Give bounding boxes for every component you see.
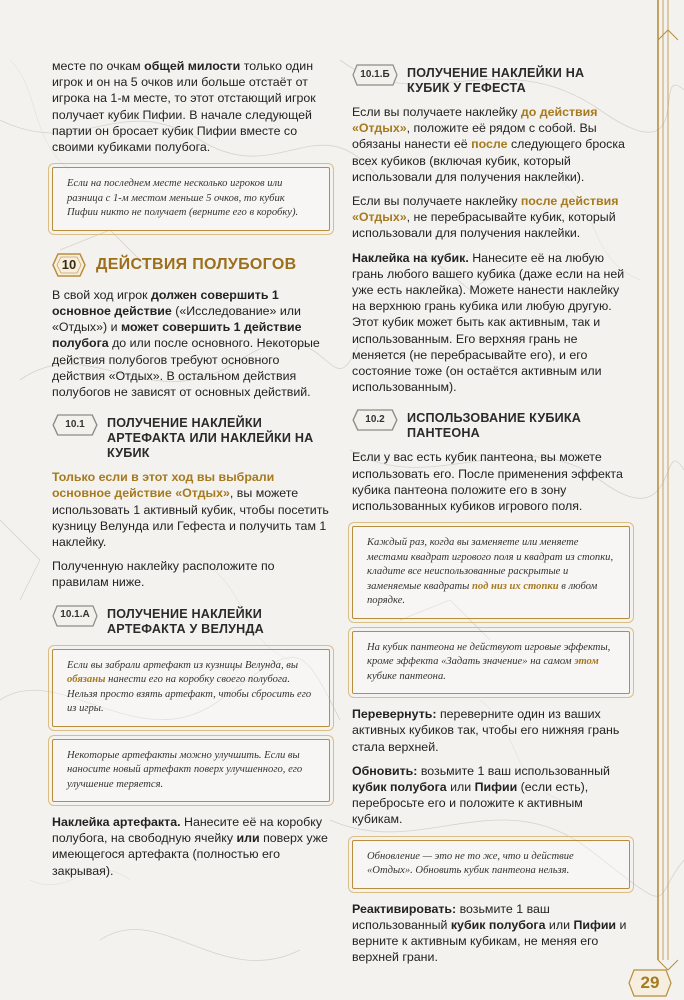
note-refresh: Обновление — это не то же, что и действие «Отдых». Обновить кубик пантеона нельзя.: [352, 840, 630, 889]
note-no-pythia: Если на последнем месте несколько игроков или разница с 1-м местом меньше 5 очков, то кубик Пифии никто не получает (верните его в коробку).: [52, 167, 330, 231]
before-rest-paragraph: Если вы получаете наклейку до действия «Отдых», положите её рядом с собой. Вы обязаны нанести её после следующего броска всех кубиков (включая кубик, который использовали для получения наклейки).: [352, 105, 625, 184]
note-pantheon-effects: На кубик пантеона не действуют игровые эффекты, кроме эффекта «Задать значение» на самом этом кубике пантеона.: [352, 631, 630, 695]
intro-paragraph: месте по очкам общей милости только один игрок и он на 5 очков или больше отстаёт от игрока на 1-м месте, то этот отстающий игрок получает кубик Пифии. В начале следующей партии он бросает кубик Пифии вместе со своими кубиками полубога.: [52, 59, 316, 155]
flip-paragraph: Перевернуть: переверните один из ваших активных кубиков так, чтобы его нижняя грань стала верхней.: [352, 707, 620, 754]
section-10-paragraph: В свой ход игрок должен совершить 1 основное действие («Исследование» или «Отдых») и может совершить 1 действие полубога до или после основного. Некоторые действия полубогов требуют основного действия «Отдых». В остальном действия полубогов не зависят от основных действий.: [52, 287, 320, 399]
pantheon-paragraph: Если у вас есть кубик пантеона, вы можете использовать его. После применения эффекта кубика пантеона положите его в зону использованных кубиков игрового поля.: [352, 450, 623, 514]
subsection-title: ПОЛУЧЕНИЕ НАКЛЕЙКИ АРТЕФАКТА ИЛИ НАКЛЕЙКИ НА КУБИК: [107, 416, 314, 461]
subsection-title: ПОЛУЧЕНИЕ НАКЛЕЙКИ НА КУБИК У ГЕФЕСТА: [407, 66, 585, 95]
note-velund-artifact: Если вы забрали артефакт из кузницы Велунда, вы обязаны нанести его на коробку своего полубога. Нельзя просто взять артефакт, чтобы сбросить его из игры.: [52, 649, 330, 727]
right-column: [352, 58, 630, 974]
section-10-1-heading: [52, 414, 330, 461]
subsection-number-badge: 10.1: [52, 414, 98, 436]
subsection-title: ПОЛУЧЕНИЕ НАКЛЕЙКИ АРТЕФАКТА У ВЕЛУНДА: [107, 606, 264, 636]
subsection-number-badge: 10.1.Б: [352, 64, 398, 86]
section-10-1-paragraph-2: Полученную наклейку расположите по правилам ниже.: [52, 559, 275, 590]
subsection-number-badge: 10.1.А: [52, 605, 98, 627]
section-10-1-b-heading: [352, 64, 630, 96]
after-rest-paragraph: Если вы получаете наклейку после действия «Отдых», не перебрасывайте кубик, который использовали для получения наклейки.: [352, 194, 619, 241]
section-number-badge: 10: [52, 253, 86, 277]
subsection-title: ИСПОЛЬЗОВАНИЕ КУБИКА ПАНТЕОНА: [407, 411, 582, 441]
section-10-heading: [52, 253, 330, 277]
gold-frame-border: [644, 0, 684, 1000]
note-upgrade: Некоторые артефакты можно улучшить. Если вы наносите новый артефакт поверх улучшенного, его улучшение теряется.: [52, 739, 330, 803]
section-10-2-heading: [352, 409, 630, 441]
page-number: 29: [628, 968, 672, 998]
artifact-sticker-paragraph: Наклейка артефакта. Нанесите её на коробку полубога, на свободную ячейку или поверх уже имеющегося артефакта (полностью его закрывая).: [52, 815, 328, 878]
note-tiles: Каждый раз, когда вы заменяете или меняете местами квадрат игрового поля и квадрат из стопки, кладите все неиспользованные раскрытые и заменяемые квадраты под низ их стопки в любом порядке.: [352, 526, 630, 619]
section-10-1-a-heading: [52, 605, 330, 637]
left-column: [52, 58, 330, 887]
section-10-1-paragraph: Только если в этот ход вы выбрали основное действие «Отдых», вы можете использовать 1 активный кубик, чтобы посетить кузницу Велунда или Гефеста и получить там 1 наклейку.: [52, 470, 329, 549]
section-title: ДЕЙСТВИЯ ПОЛУБОГОВ: [96, 255, 297, 273]
dice-sticker-paragraph: Наклейка на кубик. Нанесите её на любую грань любого вашего кубика (даже если на ней уже есть наклейка). Можете нанести наклейку на верхнюю грань кубика или любую другую. Этот кубик может быть как активным, так и использованным. Его верхняя грань не меняется (не перебрасывайте его), и его состояние тоже (он остаётся активным или использованным).: [352, 250, 625, 395]
reactivate-paragraph: Реактивировать: возьмите 1 ваш использованный кубик полубога или Пифии и верните к активным кубикам, не меняя его верхней грани.: [352, 901, 627, 965]
refresh-paragraph: Обновить: возьмите 1 ваш использованный кубик полубога или Пифии (если есть), перебросьте его и положите к активным кубикам.: [352, 763, 610, 827]
subsection-number-badge: 10.2: [352, 409, 398, 431]
